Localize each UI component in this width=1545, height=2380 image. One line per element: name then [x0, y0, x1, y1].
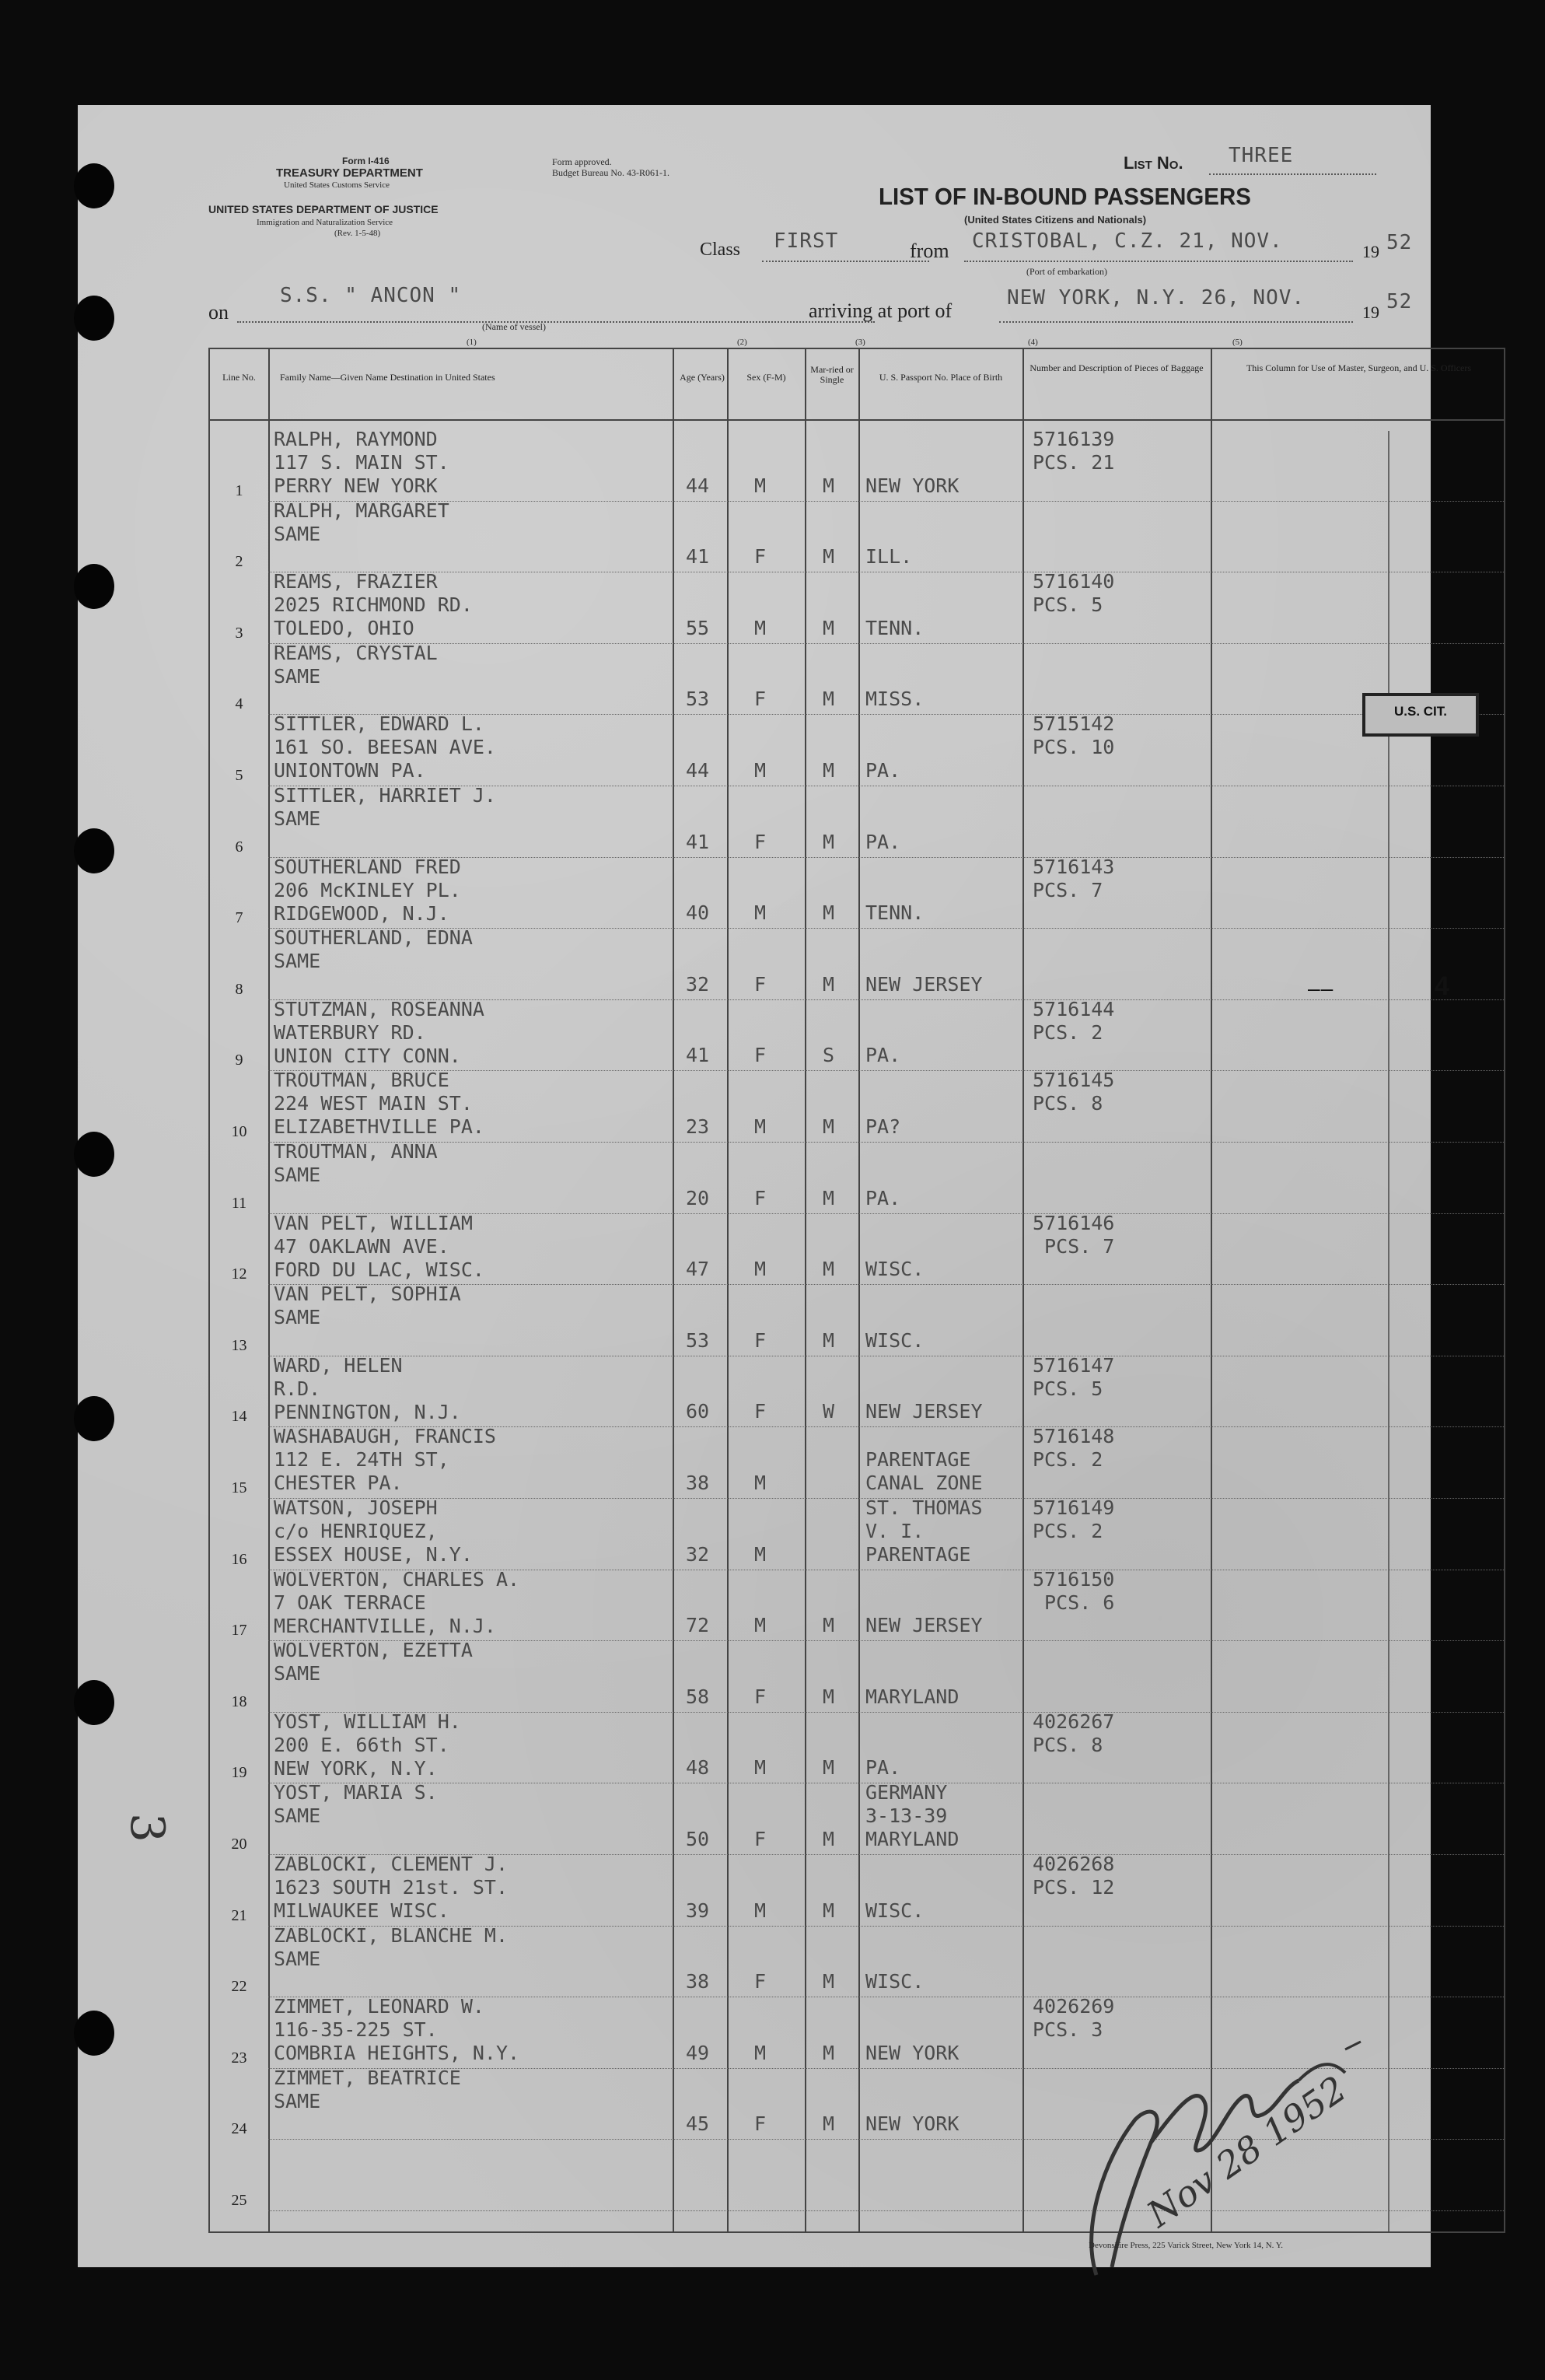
table-row [210, 1353, 1504, 1429]
line-number: 7 [235, 909, 243, 927]
passenger-name-address: SOUTHERLAND, EDNA SAME [274, 926, 473, 973]
header-divider [210, 419, 1504, 421]
sex-cell: M [754, 1899, 767, 1922]
line-number: 8 [235, 980, 243, 998]
line-number: 21 [231, 1906, 247, 1924]
birthplace-cell: PA? [865, 1115, 901, 1138]
birthplace-cell: NEW YORK [865, 2041, 960, 2064]
col-head-officers: This Column for Use of Master, Surgeon, and U. S. Officers [1246, 362, 1472, 373]
age-cell: 55 [686, 616, 710, 639]
col-head-passport: U. S. Passport No. Place of Birth [879, 372, 1003, 383]
sex-cell: F [754, 1827, 767, 1850]
sex-cell: M [754, 1471, 767, 1494]
sex-cell: F [754, 688, 767, 711]
dept-justice: UNITED STATES DEPARTMENT OF JUSTICE [208, 203, 439, 215]
passenger-name-address: ZIMMET, BEATRICE SAME [274, 2066, 461, 2112]
sex-cell: F [754, 1186, 767, 1209]
passenger-name-address: WOLVERTON, CHARLES A. 7 OAK TERRACE MERCHANTVILLE, N.J. [274, 1567, 520, 1637]
passenger-name-address: WATSON, JOSEPH c/o HENRIQUEZ, ESSEX HOUSE, N.Y. [274, 1496, 473, 1566]
class-value: FIRST [774, 229, 839, 253]
birthplace-cell: TENN. [865, 616, 925, 639]
age-cell: 44 [686, 474, 710, 497]
marital-cell: M [823, 1756, 835, 1780]
page-subtitle: (United States Citizens and Nationals) [964, 214, 1147, 226]
sex-cell: F [754, 972, 767, 996]
vessel-line [237, 321, 875, 323]
baggage-cell: 5716139 PCS. 21 [1033, 428, 1115, 474]
punch-hole [74, 163, 114, 208]
table-row [210, 1283, 1504, 1357]
line-number: 18 [231, 1692, 247, 1710]
sex-cell: F [754, 1044, 767, 1067]
officer-mark: 4 [1435, 971, 1449, 1001]
birthplace-cell: NEW JERSEY [865, 1614, 983, 1637]
passenger-name-address: ZABLOCKI, BLANCHE M. SAME [274, 1923, 509, 1970]
marital-cell: M [823, 758, 835, 782]
form-approved: Form approved. [552, 156, 612, 167]
marital-cell: M [823, 1614, 835, 1637]
line-number: 22 [231, 1978, 247, 1996]
from-label: from [910, 240, 949, 262]
list-no-value: THREE [1229, 144, 1294, 167]
officer-dash: —— [1308, 978, 1334, 1001]
table-row [210, 1710, 1504, 1785]
arriving-label: arriving at port of [809, 299, 953, 322]
birthplace-cell: ST. THOMAS V. I. PARENTAGE [865, 1496, 983, 1566]
marital-cell: M [823, 1115, 835, 1138]
table-row [210, 997, 1504, 1073]
table-row [210, 1853, 1504, 1927]
line-number: 4 [235, 695, 243, 713]
line-number: 15 [231, 1479, 247, 1496]
line-number: 13 [231, 1336, 247, 1354]
punch-hole [74, 564, 114, 609]
class-label: Class [700, 240, 741, 260]
customs-service: United States Customs Service [284, 180, 390, 190]
age-cell: 32 [686, 972, 710, 996]
birthplace-cell: TENN. [865, 901, 925, 925]
port-embark-label: (Port of embarkation) [1026, 266, 1107, 277]
punch-hole [74, 2011, 114, 2056]
from-year: 52 [1386, 231, 1413, 254]
passenger-name-address: YOST, MARIA S. SAME [274, 1781, 438, 1828]
sex-cell: M [754, 758, 767, 782]
table-row [210, 1496, 1504, 1571]
passenger-name-address: RALPH, RAYMOND 117 S. MAIN ST. PERRY NEW YORK [274, 428, 449, 497]
birthplace-cell: MISS. [865, 688, 925, 711]
baggage-cell: 5716140 PCS. 5 [1033, 570, 1115, 617]
col-head-married: Mar-ried or Single [810, 364, 854, 385]
col-head-line: Line No. [222, 372, 256, 383]
table-row [210, 1923, 1504, 1999]
table-row [210, 428, 1504, 502]
birthplace-cell: NEW YORK [865, 2112, 960, 2136]
birthplace-cell: NEW YORK [865, 474, 960, 497]
baggage-cell: 5716144 PCS. 2 [1033, 997, 1115, 1044]
passenger-name-address: WASHABAUGH, FRANCIS 112 E. 24TH ST, CHESTER PA. [274, 1425, 496, 1495]
sex-cell: F [754, 830, 767, 853]
age-cell: 41 [686, 1044, 710, 1067]
baggage-cell: 5716149 PCS. 2 [1033, 1496, 1115, 1542]
marital-cell: M [823, 1186, 835, 1209]
passenger-name-address: ZIMMET, LEONARD W. 116-35-225 ST. COMBRIA HEIGHTS, N.Y. [274, 1995, 520, 2065]
col-head-baggage: Number and Description of Pieces of Baggage [1029, 362, 1204, 373]
age-cell: 47 [686, 1258, 710, 1281]
birthplace-cell: MARYLAND [865, 1685, 960, 1708]
line-number: 2 [235, 553, 243, 571]
arrival-year-prefix: 19 [1362, 303, 1379, 322]
passenger-name-address: STUTZMAN, ROSEANNA WATERBURY RD. UNION CITY CONN. [274, 997, 484, 1067]
line-number: 24 [231, 2120, 247, 2138]
punch-hole [74, 296, 114, 341]
birthplace-cell: WISC. [865, 1970, 925, 1993]
table-row [210, 1211, 1504, 1286]
baggage-cell: 5716143 PCS. 7 [1033, 855, 1115, 901]
citizen-stamp: U.S. CIT. [1362, 693, 1479, 737]
birthplace-cell: WISC. [865, 1328, 925, 1352]
arrival-port: NEW YORK, N.Y. 26, NOV. [1007, 286, 1306, 310]
marital-cell: M [823, 1970, 835, 1993]
line-number: 12 [231, 1265, 247, 1283]
passenger-name-address: TROUTMAN, ANNA SAME [274, 1140, 438, 1186]
arrival-line [999, 321, 1353, 323]
age-cell: 49 [686, 2041, 710, 2064]
birthplace-cell: PA. [865, 1044, 901, 1067]
line-number: 3 [235, 624, 243, 642]
marital-cell: M [823, 2112, 835, 2136]
table-row [210, 1567, 1504, 1643]
table-row [210, 1140, 1504, 1215]
birthplace-cell: PA. [865, 1756, 901, 1780]
age-cell: 72 [686, 1614, 710, 1637]
line-number: 5 [235, 766, 243, 784]
age-cell: 39 [686, 1899, 710, 1922]
row-separator [268, 643, 1504, 644]
sex-cell: F [754, 1328, 767, 1352]
marital-cell: M [823, 545, 835, 569]
birthplace-cell: ILL. [865, 545, 913, 569]
sex-cell: M [754, 1115, 767, 1138]
table-row [210, 499, 1504, 574]
age-cell: 60 [686, 1400, 710, 1423]
table-row [210, 1639, 1504, 1713]
col-num-1: (1) [467, 338, 477, 347]
vessel-label: (Name of vessel) [482, 321, 546, 332]
arrival-year: 52 [1386, 290, 1413, 313]
line-number: 10 [231, 1122, 247, 1140]
col-num-2: (2) [737, 338, 747, 347]
printer-footer: Devonshire Press, 225 Varick Street, New York 14, N. Y. [1089, 2241, 1284, 2250]
on-label: on [208, 301, 229, 324]
col-num-5: (5) [1232, 338, 1243, 347]
sex-cell: M [754, 1756, 767, 1780]
baggage-cell: 5715142 PCS. 10 [1033, 712, 1115, 759]
passenger-name-address: SITTLER, EDWARD L. 161 SO. BEESAN AVE. UNIONTOWN PA. [274, 712, 496, 782]
marital-cell: W [823, 1400, 835, 1423]
age-cell: 38 [686, 1471, 710, 1494]
passenger-name-address: VAN PELT, SOPHIA SAME [274, 1283, 461, 1329]
table-row [210, 570, 1504, 645]
sex-cell: M [754, 474, 767, 497]
baggage-cell: 4026268 PCS. 12 [1033, 1853, 1115, 1899]
line-number: 20 [231, 1835, 247, 1853]
passenger-name-address: TROUTMAN, BRUCE 224 WEST MAIN ST. ELIZABETHVILLE PA. [274, 1069, 484, 1139]
age-cell: 23 [686, 1115, 710, 1138]
sex-cell: F [754, 545, 767, 569]
line-number: 19 [231, 1764, 247, 1782]
birthplace-cell: WISC. [865, 1899, 925, 1922]
marital-cell: M [823, 901, 835, 925]
line-number: 1 [235, 481, 243, 499]
marital-cell: M [823, 1899, 835, 1922]
line-number: 16 [231, 1550, 247, 1568]
list-no-label: List No. [1124, 153, 1183, 173]
row-separator [268, 1142, 1504, 1143]
age-cell: 38 [686, 1970, 710, 1993]
line-number: 14 [231, 1408, 247, 1426]
form-paper [78, 105, 1472, 2267]
age-cell: 50 [686, 1827, 710, 1850]
passenger-name-address: WOLVERTON, EZETTA SAME [274, 1639, 473, 1685]
baggage-cell: 5716145 PCS. 8 [1033, 1069, 1115, 1115]
marital-cell: M [823, 688, 835, 711]
marital-cell: M [823, 2041, 835, 2064]
birthplace-cell: PA. [865, 1186, 901, 1209]
age-cell: 45 [686, 2112, 710, 2136]
age-cell: 41 [686, 545, 710, 569]
passenger-name-address: SITTLER, HARRIET J. SAME [274, 784, 496, 830]
table-row [210, 1069, 1504, 1143]
age-cell: 48 [686, 1756, 710, 1780]
form-number: Form I-416 [342, 156, 390, 166]
punch-hole [74, 1132, 114, 1177]
sex-cell: F [754, 1400, 767, 1423]
table-row [210, 1425, 1504, 1500]
baggage-cell: 4026267 PCS. 8 [1033, 1710, 1115, 1756]
sex-cell: M [754, 1542, 767, 1566]
sex-cell: M [754, 1614, 767, 1637]
sex-cell: M [754, 1258, 767, 1281]
birthplace-cell: WISC. [865, 1258, 925, 1281]
signature-date: Nov 28 1952 [1139, 2067, 1354, 2236]
marital-cell: M [823, 474, 835, 497]
margin-note: 3 [120, 1812, 175, 1843]
line-number: 9 [235, 1052, 243, 1069]
age-cell: 53 [686, 1328, 710, 1352]
marital-cell: M [823, 972, 835, 996]
punch-hole [74, 1396, 114, 1441]
rev-date: (Rev. 1-5-48) [334, 229, 381, 238]
treasury-dept: TREASURY DEPARTMENT [276, 166, 423, 180]
marital-cell: S [823, 1044, 835, 1067]
passenger-name-address: YOST, WILLIAM H. 200 E. 66th ST. NEW YORK, N.Y. [274, 1710, 461, 1780]
line-number: 25 [231, 2191, 247, 2209]
table-row [210, 1781, 1504, 1856]
passenger-name-address: SOUTHERLAND FRED 206 McKINLEY PL. RIDGEWOOD, N.J. [274, 855, 461, 925]
col-num-4: (4) [1028, 338, 1038, 347]
passenger-name-address: REAMS, CRYSTAL SAME [274, 641, 438, 688]
from-line [964, 261, 1353, 262]
passenger-name-address: WARD, HELEN R.D. PENNINGTON, N.J. [274, 1353, 461, 1423]
line-number: 6 [235, 838, 243, 856]
sex-cell: F [754, 1970, 767, 1993]
table-row [210, 784, 1504, 859]
birthplace-cell: NEW JERSEY [865, 972, 983, 996]
marital-cell: M [823, 616, 835, 639]
baggage-cell: 5716147 PCS. 5 [1033, 1353, 1115, 1400]
punch-hole [74, 828, 114, 873]
sex-cell: F [754, 1685, 767, 1708]
list-no-line [1209, 173, 1376, 175]
line-number: 17 [231, 1622, 247, 1640]
birthplace-cell: GERMANY 3-13-39 MARYLAND [865, 1781, 960, 1850]
passenger-name-address: VAN PELT, WILLIAM 47 OAKLAWN AVE. FORD DU LAC, WISC. [274, 1211, 484, 1281]
table-row [210, 712, 1504, 787]
table-row [210, 855, 1504, 930]
age-cell: 40 [686, 901, 710, 925]
age-cell: 32 [686, 1542, 710, 1566]
table-row [210, 641, 1504, 716]
col-head-name: Family Name—Given Name Destination in United States [280, 372, 495, 383]
passenger-name-address: RALPH, MARGARET SAME [274, 499, 449, 545]
passenger-table [208, 348, 1505, 2236]
sex-cell: M [754, 2041, 767, 2064]
birthplace-cell: PARENTAGE CANAL ZONE [865, 1447, 983, 1494]
marital-cell: M [823, 1258, 835, 1281]
baggage-cell: 4026269 PCS. 3 [1033, 1995, 1115, 2042]
age-cell: 53 [686, 688, 710, 711]
page-title: LIST OF IN-BOUND PASSENGERS [879, 183, 1251, 210]
line-number: 23 [231, 2049, 247, 2067]
col-head-sex: Sex (F-M) [746, 372, 786, 383]
birthplace-cell: NEW JERSEY [865, 1400, 983, 1423]
col-num-3: (3) [855, 338, 865, 347]
passenger-name-address: ZABLOCKI, CLEMENT J. 1623 SOUTH 21st. ST. MILWAUKEE WISC. [274, 1853, 509, 1922]
birthplace-cell: PA. [865, 830, 901, 853]
line-number: 11 [231, 1194, 247, 1212]
birthplace-cell: PA. [865, 758, 901, 782]
sex-cell: F [754, 2112, 767, 2136]
age-cell: 44 [686, 758, 710, 782]
passenger-name-address: REAMS, FRAZIER 2025 RICHMOND RD. TOLEDO, OHIO [274, 570, 473, 640]
sex-cell: M [754, 616, 767, 639]
marital-cell: M [823, 1328, 835, 1352]
sex-cell: M [754, 901, 767, 925]
marital-cell: M [823, 1685, 835, 1708]
vessel-name: S.S. " ANCON " [280, 284, 462, 307]
ins-service: Immigration and Naturalization Service [257, 218, 393, 227]
baggage-cell: 5716150 PCS. 6 [1033, 1567, 1115, 1614]
baggage-cell: 5716146 PCS. 7 [1033, 1211, 1115, 1258]
row-separator [268, 501, 1504, 502]
marital-cell: M [823, 1827, 835, 1850]
age-cell: 41 [686, 830, 710, 853]
col-head-age: Age (Years) [680, 372, 725, 383]
class-line [762, 261, 929, 262]
age-cell: 58 [686, 1685, 710, 1708]
baggage-cell: 5716148 PCS. 2 [1033, 1425, 1115, 1472]
from-value: CRISTOBAL, C.Z. 21, NOV. [972, 229, 1283, 253]
marital-cell: M [823, 830, 835, 853]
from-year-prefix: 19 [1362, 242, 1379, 261]
budget-bureau: Budget Bureau No. 43-R061-1. [552, 167, 669, 178]
punch-hole [74, 1680, 114, 1725]
age-cell: 20 [686, 1186, 710, 1209]
